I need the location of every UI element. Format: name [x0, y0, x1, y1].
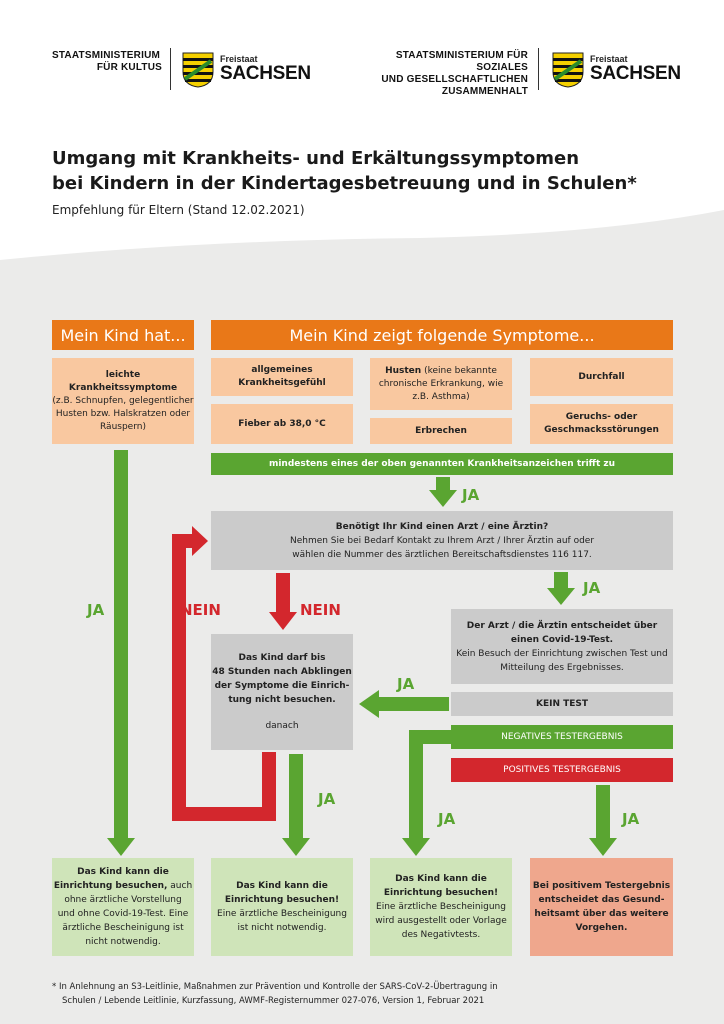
negative-result-bar: NEGATIVES TESTERGEBNIS — [451, 725, 673, 749]
page-subtitle: Empfehlung für Eltern (Stand 12.02.2021) — [52, 203, 305, 217]
ministry-soziales-name: STAATSMINISTERIUM FÜR SOZIALES UND GESELLSCHAFTLICHEN ZUSAMMENHALT — [381, 50, 528, 97]
label-ja: JA — [87, 601, 105, 619]
outcome-visit-after-wait: Das Kind kann die Einrichtung besuchen! Eine ärztliche Bescheinigung ist nicht notwendig. — [211, 858, 353, 956]
doctor-test-decision-box: Der Arzt / die Ärztin entscheidet über einen Covid-19-Test. Kein Besuch der Einrichtung zwischen Test und Mitteilung des Ergebnisses. — [451, 609, 673, 684]
outcome-positive-health-office: Bei positivem Testergebnis entscheidet das Gesund- heitsamt über das weitere Vorgehen. — [530, 858, 673, 956]
doctor-question-box: Benötigt Ihr Kind einen Arzt / eine Ärztin? Nehmen Sie bei Bedarf Kontakt zu Ihrem Arzt / Ihrer Ärztin auf oder wählen die Nummer des ärztlichen Bereitschaftsdienstes 116 117. — [211, 511, 673, 570]
wait-48-hours-box: Das Kind darf bis 48 Stunden nach Abklingen der Symptome die Einrich- tung nicht besuchen. danach — [211, 634, 353, 750]
symptom-cough: Husten (keine bekannte chronische Erkrankung, wie z.B. Asthma) — [370, 358, 512, 410]
freistaat-sachsen-wordmark: Freistaat SACHSEN — [220, 54, 311, 84]
label-ja: JA — [318, 790, 336, 808]
label-ja: JA — [397, 675, 415, 693]
positive-result-bar: POSITIVES TESTERGEBNIS — [451, 758, 673, 782]
at-least-one-symptom-bar: mindestens eines der oben genannten Krankheitsanzeichen trifft zu — [211, 453, 673, 475]
freistaat-sachsen-wordmark: Freistaat SACHSEN — [590, 54, 681, 84]
footnote: * In Anlehnung an S3-Leitlinie, Maßnahmen zur Prävention und Kontrolle der SARS-CoV-2-Übertragung in Schulen / Lebende Leitlinie, Kurzfassung, AWMF-Registernummer 027-076, Version 1, Februar 2021 — [52, 982, 498, 1006]
label-nein: NEIN — [300, 601, 341, 619]
ministry-kultus-name: STAATSMINISTERIUM FÜR KULTUS — [52, 50, 162, 73]
header-symptoms: Mein Kind zeigt folgende Symptome... — [211, 320, 673, 350]
symptom-smell-taste: Geruchs- oder Geschmacksstörungen — [530, 404, 673, 444]
label-ja: JA — [583, 579, 601, 597]
no-test-bar: KEIN TEST — [451, 692, 673, 716]
title-line: Umgang mit Krankheits- und Erkältungssymptomen — [52, 148, 580, 169]
outcome-visit-no-test: Das Kind kann die Einrichtung besuchen, auch ohne ärztliche Vorstellung und ohne Covid-19-Test. Eine ärztliche Bescheinigung ist nicht notwendig. — [52, 858, 194, 956]
symptom-diarrhea: Durchfall — [530, 358, 673, 396]
symptom-general-illness: allgemeines Krankheitsgefühl — [211, 358, 353, 396]
label-ja: JA — [462, 486, 480, 504]
label-ja: JA — [622, 810, 640, 828]
header-my-child-has: Mein Kind hat... — [52, 320, 194, 350]
title-line: bei Kindern in der Kindertagesbetreuung und in Schulen* — [52, 173, 637, 194]
label-nein: NEIN — [180, 601, 221, 619]
mild-symptoms-box: leichte Krankheitssymptome (z.B. Schnupfen, gelegentlicher Husten bzw. Halskratzen oder Räuspern) — [52, 358, 194, 444]
symptom-fever: Fieber ab 38,0 °C — [211, 404, 353, 444]
label-ja: JA — [438, 810, 456, 828]
outcome-visit-negative-test: Das Kind kann die Einrichtung besuchen! Eine ärztliche Bescheinigung wird ausgestellt oder Vorlage des Negativtests. — [370, 858, 512, 956]
symptom-vomiting: Erbrechen — [370, 418, 512, 444]
